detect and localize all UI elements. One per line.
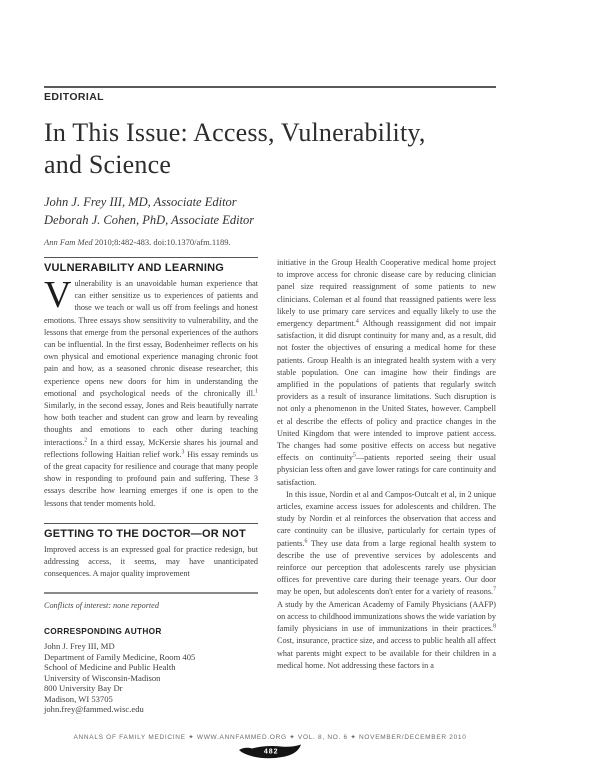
vulnerability-text: ulnerability is an unavoidable human experience that can either sensitize us to experiences of patients and those we teach or wall us off from feelings and honest emotions. Three essays show sensitivity to vulnerability, and the lessons that emerge from the personal experiences of the authors can be influential. In the first essay, Bodenheimer reflects on his own physical and emotional experience managing chronic foot pain and how, as a seasoned chronic disease researcher, this experience opens new doors for him in understanding the emotional and psychological needs of the chronically ill.$^1$ Similarly, in the second essay, Jones and Reis beautifully narrate how both teacher and student can grow and learn by revealing thoughts and emotions to each other during teaching interactions.$^2$ In a third essay, McKersie shares his journal and reflections following Haitian relief work.$^3$ His essay reminds us of the great capacity for resilience and courage that many people show in responding to profound pain and suffering. These 3 essays describe how learning emerges if one is open to the lessons that tender moments hold.	[44, 279, 258, 508]
author-2: Deborah J. Cohen, PhD, Associate Editor	[44, 213, 255, 227]
article-type-label: EDITORIAL	[44, 91, 104, 103]
conflicts-divider	[44, 592, 258, 594]
corresponding-author-heading: CORRESPONDING AUTHOR	[44, 626, 162, 637]
byline	[44, 193, 496, 229]
title-line-2: and Science	[44, 150, 172, 179]
corr-school: School of Medicine and Public Health	[44, 662, 176, 673]
corr-university: University of Wisconsin-Madison	[44, 672, 161, 683]
right-column	[277, 257, 496, 714]
page-number: 482	[263, 747, 279, 755]
section-getting	[44, 523, 258, 581]
corresponding-author-block	[44, 641, 258, 714]
drop-cap: V	[44, 274, 72, 316]
right-paragraph-2: In this issue, Nordin et al and Campos-Outcalt et al, in 2 unique articles, examine access issues for adolescents and children. The study by Nordin et al reinforces the observation that access and care continuity can be illusive, particularly for certain types of patients.$^6$ They use data from a large regional health system to describe the use of preventive services by adolescents and reinforce our perception that adolescents rarely use physician offices for preventive care during their teenage years. Our door may be open, but adolescents don't enter for a variety of reasons.$^7$ A study by the American Academy of Family Physicians (AAFP) on access to childhood immunizations shows the wide variation by family physicians in use of immunizations in their practices.$^8$ Cost, insurance, practice size, and access to public health all affect what parents might expect to be available for their children in a medical home. Not addressing these factors in a	[277, 489, 496, 670]
corr-department: Department of Family Medicine, Room 405	[44, 651, 196, 662]
footer-journal-line: ANNALS OF FAMILY MEDICINE ✦ WWW.ANNFAMMED.ORG ✦ VOL. 8, NO. 6 ✦ NOVEMBER/DECEMBER 2010	[73, 734, 467, 741]
corr-city: Madison, WI 53705	[44, 693, 113, 704]
section-heading-vulnerability: VULNERABILITY AND LEARNING	[44, 257, 258, 274]
page-title	[44, 117, 496, 181]
page-number-badge	[239, 743, 301, 760]
page-content	[44, 0, 496, 714]
citation-rest: 2010;8:482-483. doi:10.1370/afm.1189.	[92, 237, 231, 247]
getting-paragraph: Improved access is an expressed goal for practice redesign, but addressing access, it seems, may have unanticipated consequences. A major quality improvement	[44, 544, 258, 579]
title-line-1: In This Issue: Access, Vulnerability,	[44, 118, 426, 147]
corr-email: john.frey@fammed.wisc.edu	[44, 703, 144, 714]
corr-street: 800 University Bay Dr	[44, 683, 123, 694]
two-column-body	[44, 257, 496, 714]
conflicts-of-interest: Conflicts of interest: none reported	[44, 601, 159, 611]
right-paragraph-1: initiative in the Group Health Cooperative medical home project to improve access for chronic disease care by reducing clinician panel size required reassignment of some patients to new clinicians. Coleman et al found that reassigned patients were less likely to use primary care services and equally likely to use the emergency department.$^4$ Although reassignment did not impair satisfaction, it did disrupt continuity for many and, as a result, did not foster the objectives of ensuring a medical home for these patients. Group Health is an integrated health system with a very stable population. One can imagine how their findings are amplified in the populations of patients that regularly switch providers as a result of insurance limitations. Such disruption is not only a phenomenon in the United States, however. Campbell et al describe the effects of policy and practice changes in the United Kingdom that were intended to improve patient access. The changes had some positive effects on access but negative effects on continuity$^5$—patients reported seeing their usual physician less often and gave lower ratings for care continuity and satisfaction.	[277, 258, 496, 487]
page-footer	[44, 733, 496, 760]
left-column	[44, 257, 258, 714]
vulnerability-paragraph	[44, 274, 258, 510]
citation-journal: Ann Fam Med	[44, 237, 93, 247]
corr-name: John J. Frey III, MD	[44, 641, 115, 652]
citation-line	[44, 237, 496, 247]
author-1: John J. Frey III, MD, Associate Editor	[44, 195, 237, 209]
section-heading-getting: GETTING TO THE DOCTOR—OR NOT	[44, 523, 258, 540]
